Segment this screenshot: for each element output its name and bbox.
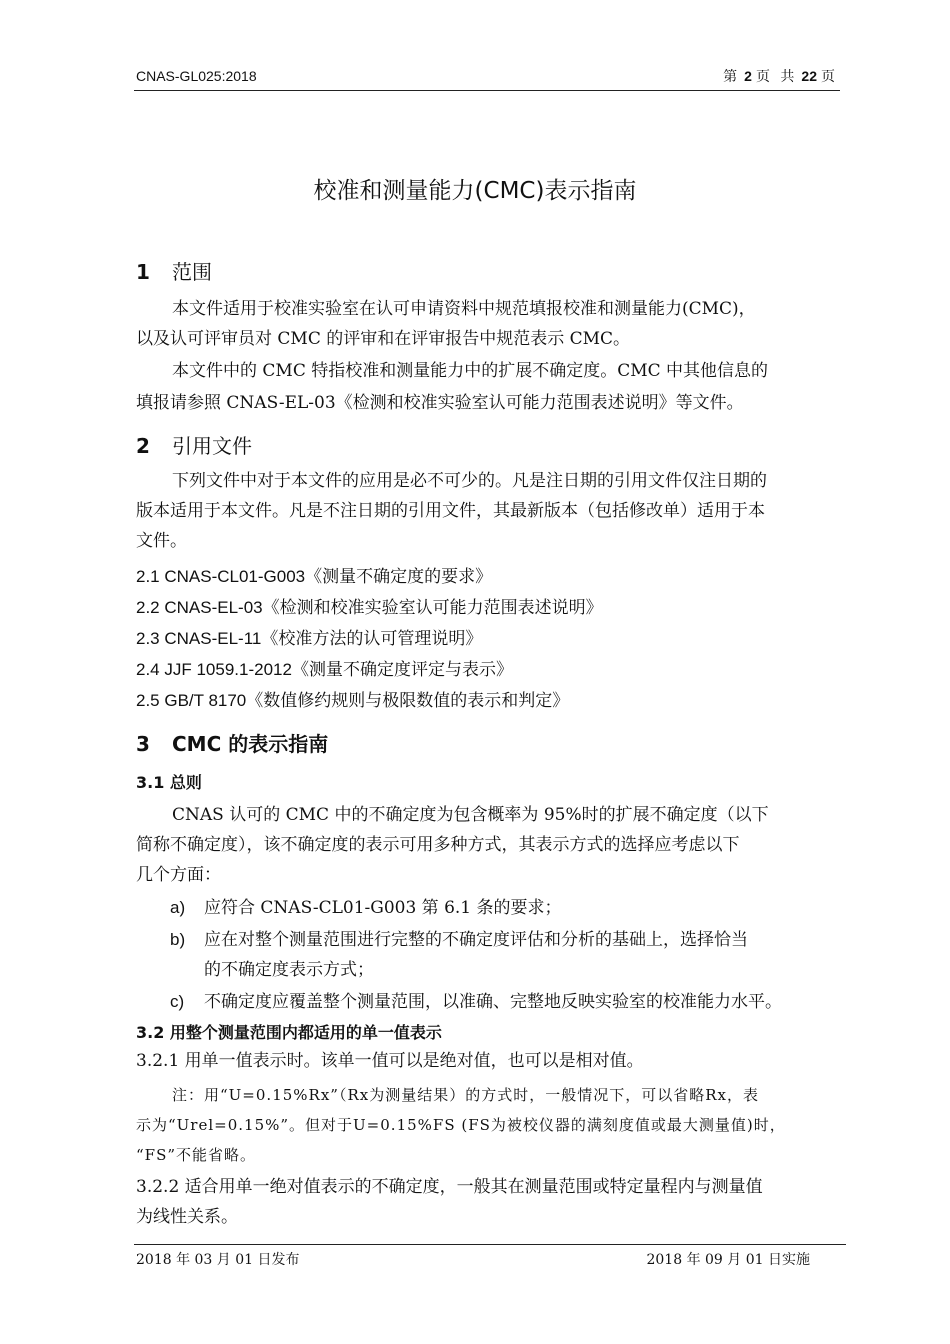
note-line-1: 注：用“U=0.15%Rx”（Rx为测量结果）的方式时，一般情况下，可以省略Rx，表 — [172, 1086, 759, 1104]
subsection-title: 用整个测量范围内都适用的单一值表示 — [169, 1023, 442, 1042]
s1-paragraph-1-line-1: 本文件适用于校准实验室在认可申请资料中规范填报校准和测量能力(CMC)， — [172, 299, 756, 319]
reference-code: 2.1 CNAS-CL01-G003 — [136, 567, 306, 586]
reference-item — [136, 562, 492, 592]
reference-title: 《测量不确定度的要求》 — [305, 567, 493, 587]
reference-title: 《校准方法的认可管理说明》 — [261, 629, 483, 649]
list-item-b — [170, 924, 748, 956]
section-1-heading — [136, 256, 212, 285]
document-code: CNAS-GL025:2018 — [136, 68, 257, 84]
s1-paragraph-1-line-2: 以及认可评审员对 CMC 的评审和在评审报告中规范表示 CMC。 — [136, 329, 631, 349]
list-marker: c) — [170, 992, 185, 1011]
subsection-3-2-heading — [136, 1020, 442, 1043]
issue-date: 2018 年 03 月 01 日发布 — [136, 1252, 300, 1268]
list-marker: b) — [170, 930, 186, 949]
list-item-a — [170, 892, 562, 924]
list-text: 应符合 CNAS-CL01-G003 第 6.1 条的要求； — [204, 898, 562, 918]
list-item-b-continuation: 的不确定度表示方式； — [204, 960, 374, 980]
footer-divider — [134, 1244, 846, 1245]
section-title: 范围 — [172, 260, 212, 284]
reference-title: 《测量不确定度评定与表示》 — [291, 660, 513, 680]
reference-item — [136, 624, 482, 654]
section-title: 引用文件 — [172, 434, 252, 458]
section-number: 2 — [136, 434, 150, 458]
subsection-number: 3.2 — [136, 1023, 165, 1042]
reference-code: 2.3 CNAS-EL-11 — [136, 629, 262, 648]
page-prefix: 第 — [723, 69, 741, 85]
s31-paragraph-line-2: 简称不确定度），该不确定度的表示可用多种方式，其表示方式的选择应考虑以下 — [136, 835, 740, 855]
section-number: 1 — [136, 260, 150, 284]
note-line-2: 示为“Urel=0.15%”。但对于U=0.15%FS (FS为被校仪器的满刻度值或最大测量值)时， — [136, 1116, 786, 1134]
reference-item — [136, 686, 569, 716]
page-number: 2 — [744, 68, 752, 84]
page-indicator — [723, 66, 838, 86]
s31-paragraph-line-3: 几个方面： — [136, 865, 221, 885]
section-2-heading — [136, 430, 252, 459]
reference-item — [136, 655, 513, 685]
s2-paragraph-line-2: 版本适用于本文件。凡是不注日期的引用文件，其最新版本（包括修改单）适用于本 — [136, 501, 765, 521]
section-title: CMC 的表示指南 — [172, 732, 329, 756]
reference-title: 《数值修约规则与极限数值的表示和判定》 — [246, 691, 570, 711]
effective-date: 2018 年 09 月 01 日实施 — [646, 1252, 810, 1268]
s1-paragraph-2-line-2: 填报请参照 CNAS-EL-03《检测和校准实验室认可能力范围表述说明》等文件。 — [136, 393, 744, 413]
section-3-heading — [136, 728, 328, 757]
note-line-3: “FS”不能省略。 — [136, 1146, 257, 1164]
reference-title: 《检测和校准实验室认可能力范围表述说明》 — [262, 598, 603, 618]
page-suffix: 页 — [821, 69, 838, 85]
reference-code: 2.2 CNAS-EL-03 — [136, 598, 263, 617]
list-text: 应在对整个测量范围进行完整的不确定度评估和分析的基础上，选择恰当 — [204, 930, 748, 950]
subsection-title: 总则 — [169, 773, 202, 792]
list-marker: a) — [170, 898, 186, 917]
reference-item — [136, 593, 603, 623]
reference-code: 2.4 JJF 1059.1-2012 — [136, 660, 292, 679]
list-text: 不确定度应覆盖整个测量范围，以准确、完整地反映实验室的校准能力水平。 — [204, 992, 782, 1012]
s2-paragraph-line-3: 文件。 — [136, 531, 187, 551]
section-number: 3 — [136, 732, 150, 756]
s2-paragraph-line-1: 下列文件中对于本文件的应用是必不可少的。凡是注日期的引用文件仅注日期的 — [172, 471, 767, 491]
s321-paragraph: 3.2.1 用单一值表示时。该单一值可以是绝对值，也可以是相对值。 — [136, 1051, 644, 1071]
subsection-3-1-heading — [136, 770, 202, 793]
reference-code: 2.5 GB/T 8170 — [136, 691, 247, 710]
s322-paragraph-line-2: 为线性关系。 — [136, 1207, 238, 1227]
page-mid: 页 共 — [755, 69, 798, 85]
list-item-c — [170, 986, 782, 1018]
subsection-number: 3.1 — [136, 773, 165, 792]
page-total: 22 — [801, 68, 817, 84]
s31-paragraph-line-1: CNAS 认可的 CMC 中的不确定度为包含概率为 95%时的扩展不确定度（以下 — [172, 805, 769, 825]
s1-paragraph-2-line-1: 本文件中的 CMC 特指校准和测量能力中的扩展不确定度。CMC 中其他信息的 — [172, 361, 769, 381]
s322-paragraph-line-1: 3.2.2 适合用单一绝对值表示的不确定度，一般其在测量范围或特定量程内与测量值 — [136, 1177, 763, 1197]
page-title: 校准和测量能力(CMC)表示指南 — [313, 178, 637, 204]
header-divider — [134, 90, 840, 91]
